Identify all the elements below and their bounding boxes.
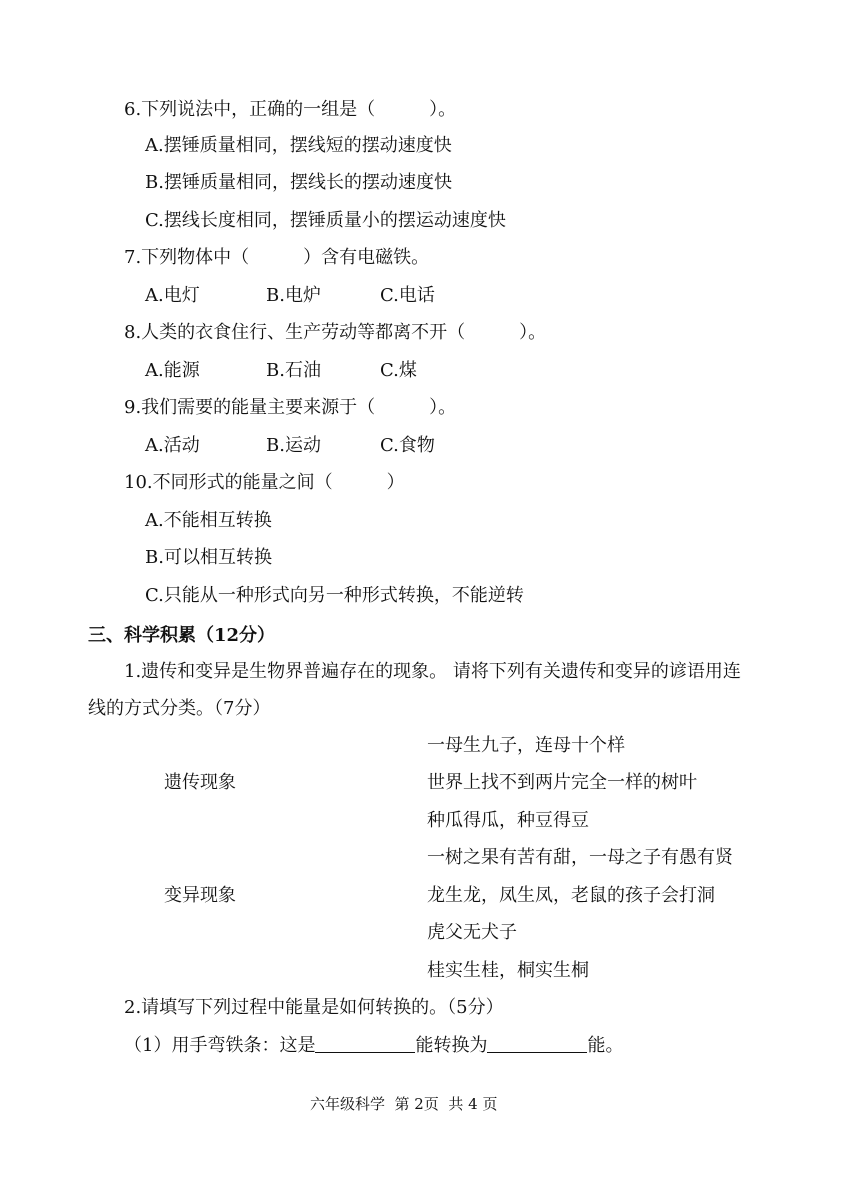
section-3-q1-line1: 1.遗传和变异是生物界普遍存在的现象。 请将下列有关遗传和变异的谚语用连 bbox=[124, 661, 741, 682]
answer-blank-1[interactable] bbox=[315, 1051, 415, 1053]
q2-sub1-prefix: （1）用手弯铁条：这是 bbox=[124, 1035, 316, 1056]
question-10-option-a: A.不能相互转换 bbox=[145, 510, 272, 531]
question-10-option-b: B.可以相互转换 bbox=[145, 547, 272, 568]
question-8-option-a: A.能源 bbox=[145, 360, 200, 381]
label-heredity: 遗传现象 bbox=[164, 772, 236, 793]
question-8-option-b: B.石油 bbox=[266, 360, 321, 381]
question-10-stem: 10.不同形式的能量之间（ ） bbox=[124, 472, 405, 493]
section-3-q2: 2.请填写下列过程中能量是如何转换的。（5分） bbox=[124, 997, 504, 1018]
question-6-stem: 6.下列说法中，正确的一组是（ ）。 bbox=[124, 99, 457, 120]
proverb-6: 虎父无犬子 bbox=[427, 922, 517, 943]
proverb-5: 龙生龙，凤生凤，老鼠的孩子会打洞 bbox=[427, 885, 715, 906]
label-variation: 变异现象 bbox=[164, 885, 236, 906]
proverb-3: 种瓜得瓜，种豆得豆 bbox=[427, 810, 589, 831]
page-footer: 六年级科学 第 2页 共 4 页 bbox=[310, 1095, 498, 1113]
answer-blank-2[interactable] bbox=[487, 1051, 587, 1053]
question-6-option-a: A.摆锤质量相同，摆线短的摆动速度快 bbox=[145, 135, 452, 156]
question-8-option-c: C.煤 bbox=[380, 360, 417, 381]
q2-sub1-middle: 能转换为 bbox=[415, 1035, 488, 1056]
proverb-4: 一树之果有苦有甜，一母之子有愚有贤 bbox=[427, 847, 733, 868]
question-7-stem: 7.下列物体中（ ）含有电磁铁。 bbox=[124, 247, 430, 268]
question-10-option-c: C.只能从一种形式向另一种形式转换，不能逆转 bbox=[145, 585, 524, 606]
question-9-option-c: C.食物 bbox=[380, 435, 435, 456]
question-9-option-a: A.活动 bbox=[145, 435, 200, 456]
question-7-option-b: B.电炉 bbox=[266, 285, 321, 306]
question-8-stem: 8.人类的衣食住行、生产劳动等都离不开（ ）。 bbox=[124, 322, 547, 343]
question-6-option-c: C.摆线长度相同，摆锤质量小的摆运动速度快 bbox=[145, 210, 506, 231]
question-9-stem: 9.我们需要的能量主要来源于（ ）。 bbox=[124, 397, 457, 418]
question-7-option-c: C.电话 bbox=[380, 285, 435, 306]
question-7-option-a: A.电灯 bbox=[145, 285, 200, 306]
question-6-option-b: B.摆锤质量相同，摆线长的摆动速度快 bbox=[145, 172, 452, 193]
section-3-q2-sub1 bbox=[124, 1037, 623, 1055]
proverb-1: 一母生九子，连母十个样 bbox=[427, 735, 625, 756]
section-3-heading: 三、科学积累（12分） bbox=[88, 625, 276, 646]
question-9-option-b: B.运动 bbox=[266, 435, 321, 456]
q2-sub1-suffix: 能。 bbox=[587, 1035, 624, 1056]
proverb-7: 桂实生桂，桐实生桐 bbox=[427, 960, 589, 981]
proverb-2: 世界上找不到两片完全一样的树叶 bbox=[427, 772, 697, 793]
section-3-q1-line2: 线的方式分类。（7分） bbox=[88, 698, 271, 719]
